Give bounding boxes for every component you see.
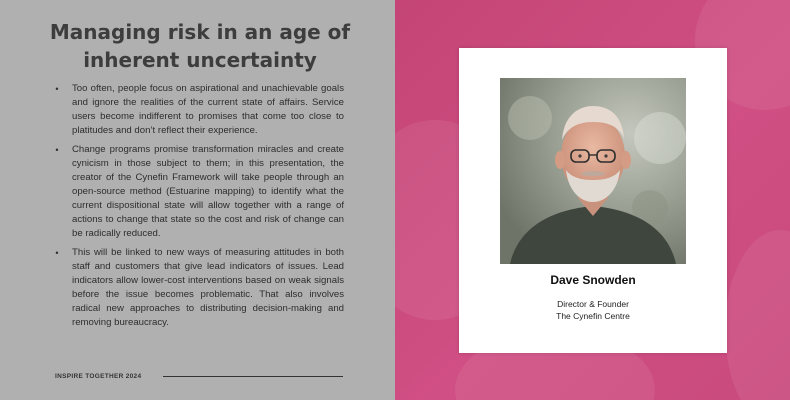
bullet-text: Too often, people focus on aspirational and unachievable goals and ignore the realities of the current state of affairs. Service users become indifferent to promises that come too close to platitudes and don’t reflect their experience. — [72, 83, 344, 136]
background-shape — [725, 230, 790, 400]
bullet-marker: • — [55, 248, 59, 258]
speaker-portrait — [500, 78, 686, 264]
speaker-name: Dave Snowden — [550, 273, 636, 287]
bullet-text: This will be linked to new ways of measuring attitudes in both staff and customers that give lead indicators of issues. Lead indicators allow lower-cost interventions based on weak signals before the issue becomes problematic. That also involves radical new approaches to distributing decision-making and removing bureaucracy. — [72, 247, 344, 328]
bullet-item — [52, 246, 344, 330]
bullet-item — [52, 82, 344, 138]
bullet-marker: • — [55, 84, 59, 94]
slide-title — [40, 18, 360, 74]
speaker-photo — [500, 78, 686, 264]
title-line-1: Managing risk in an age of — [49, 20, 351, 44]
bullet-marker: • — [55, 145, 59, 155]
title-line-2: inherent uncertainty — [83, 48, 317, 72]
bullet-text: Change programs promise transformation miracles and create cynicism in those subject to them; in this presentation, the creator of the Cynefin Framework will take people through an open-source method (Estuarine mapping) to identify what the current dispositional state will allow together with a range of actions to change that state so the cost and risk of change can be radically reduced. — [72, 144, 344, 239]
footer-label: INSPIRE TOGETHER 2024 — [55, 373, 142, 380]
speaker-organization: The Cynefin Centre — [556, 311, 630, 321]
footer-divider — [163, 376, 343, 377]
bullet-item — [52, 143, 344, 241]
bullet-list — [52, 82, 344, 335]
speaker-card — [459, 48, 727, 353]
speaker-role: Director & Founder — [557, 299, 629, 309]
